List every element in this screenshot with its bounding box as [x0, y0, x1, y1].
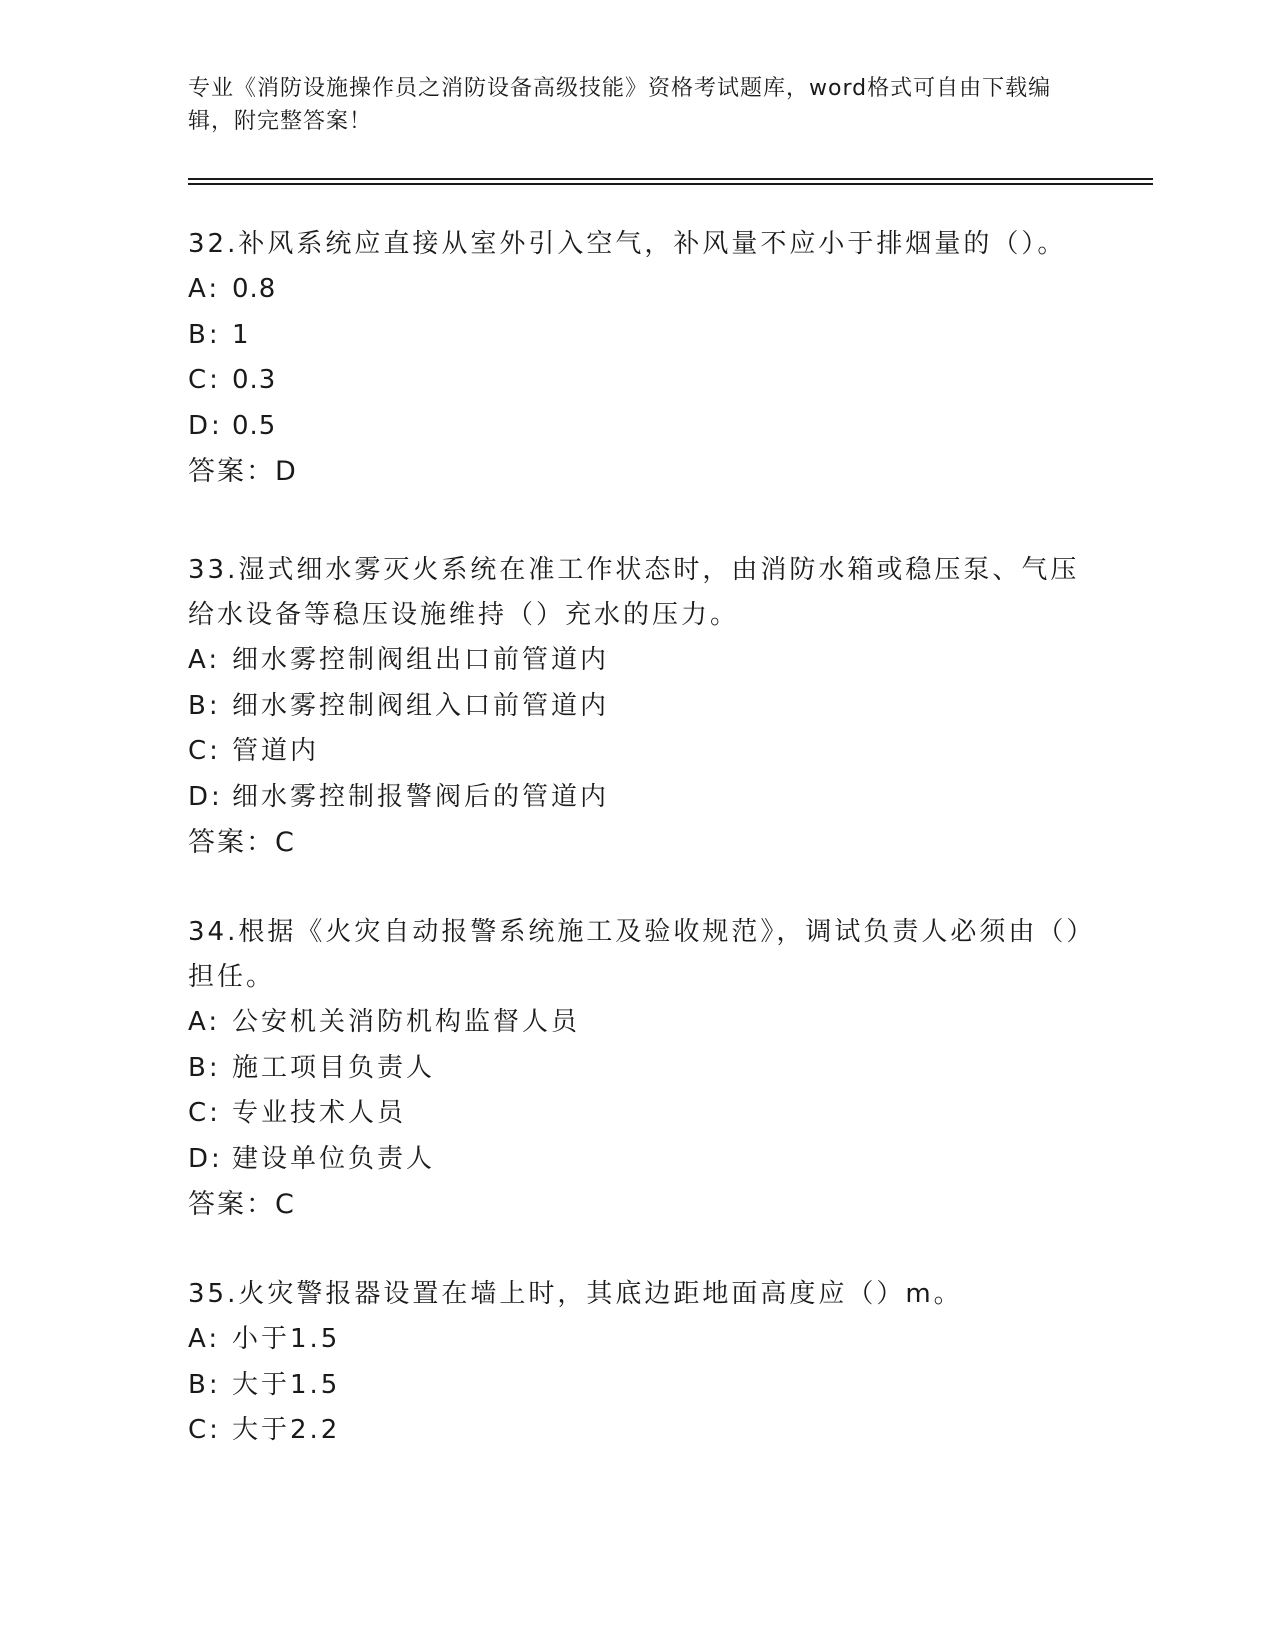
- option-text: 专业技术人员: [232, 1098, 407, 1128]
- question-34: [188, 910, 1088, 1228]
- option-c: [188, 358, 1088, 404]
- option-text: 建设单位负责人: [232, 1143, 436, 1174]
- option-label: C:: [188, 736, 221, 766]
- option-label: A:: [188, 1324, 221, 1354]
- option-label: C:: [188, 1098, 221, 1128]
- option-label: B:: [188, 690, 221, 721]
- option-label: D:: [188, 781, 223, 812]
- document-header: 专业《消防设施操作员之消防设备高级技能》资格考试题库，word格式可自由下载编辑，附完整答案！: [188, 76, 1052, 134]
- option-text: 细水雾控制阀组出口前管道内: [232, 645, 610, 675]
- option-label: D:: [188, 1143, 223, 1174]
- option-text: 公安机关消防机构监督人员: [232, 1007, 581, 1037]
- header-divider-top: [188, 178, 1153, 180]
- question-stem: 35.火灾警报器设置在墙上时，其底边距地面高度应（）m。: [188, 1279, 963, 1309]
- header-divider-bottom: [188, 183, 1153, 185]
- option-label: B:: [188, 1052, 221, 1083]
- option-text: 施工项目负责人: [232, 1052, 436, 1083]
- option-text: 小于1.5: [232, 1324, 341, 1354]
- option-c: [188, 729, 1088, 775]
- option-text: 管道内: [232, 736, 320, 766]
- option-b: [188, 684, 1088, 730]
- option-b: [188, 313, 1088, 359]
- option-label: C:: [188, 365, 221, 395]
- answer-line: 答案：C: [188, 827, 296, 858]
- option-text: 大于2.2: [232, 1415, 341, 1445]
- option-b: [188, 1046, 1088, 1092]
- option-text: 大于1.5: [232, 1369, 341, 1400]
- option-label: D:: [188, 410, 223, 441]
- question-stem: 34.根据《火灾自动报警系统施工及验收规范》，调试负责人必须由（）担任。: [188, 917, 1083, 992]
- option-label: A:: [188, 1007, 221, 1037]
- option-a: [188, 267, 1088, 313]
- option-text: 1: [232, 319, 250, 350]
- option-text: 0.3: [232, 365, 277, 395]
- question-32: [188, 222, 1088, 495]
- option-d: [188, 404, 1088, 450]
- option-a: [188, 1317, 1088, 1363]
- option-c: [188, 1091, 1088, 1137]
- option-label: B:: [188, 1369, 221, 1400]
- answer-line: 答案：C: [188, 1189, 296, 1220]
- question-35: [188, 1272, 1088, 1454]
- question-stem: 33.湿式细水雾灭火系统在准工作状态时，由消防水箱或稳压泵、气压给水设备等稳压设施维持（）充水的压力。: [188, 555, 1080, 630]
- option-d: [188, 1137, 1088, 1183]
- option-b: [188, 1363, 1088, 1409]
- option-d: [188, 775, 1088, 821]
- option-a: [188, 638, 1088, 684]
- option-text: 0.5: [232, 410, 277, 441]
- option-text: 细水雾控制报警阀后的管道内: [232, 781, 610, 812]
- option-text: 0.8: [232, 274, 277, 304]
- question-33: [188, 548, 1088, 866]
- option-a: [188, 1000, 1088, 1046]
- option-label: A:: [188, 274, 221, 304]
- option-label: C:: [188, 1415, 221, 1445]
- question-stem: 32.补风系统应直接从室外引入空气，补风量不应小于排烟量的（）。: [188, 229, 1067, 259]
- option-label: B:: [188, 319, 221, 350]
- option-text: 细水雾控制阀组入口前管道内: [232, 690, 610, 721]
- option-c: [188, 1408, 1088, 1454]
- option-label: A:: [188, 645, 221, 675]
- answer-line: 答案：D: [188, 456, 298, 487]
